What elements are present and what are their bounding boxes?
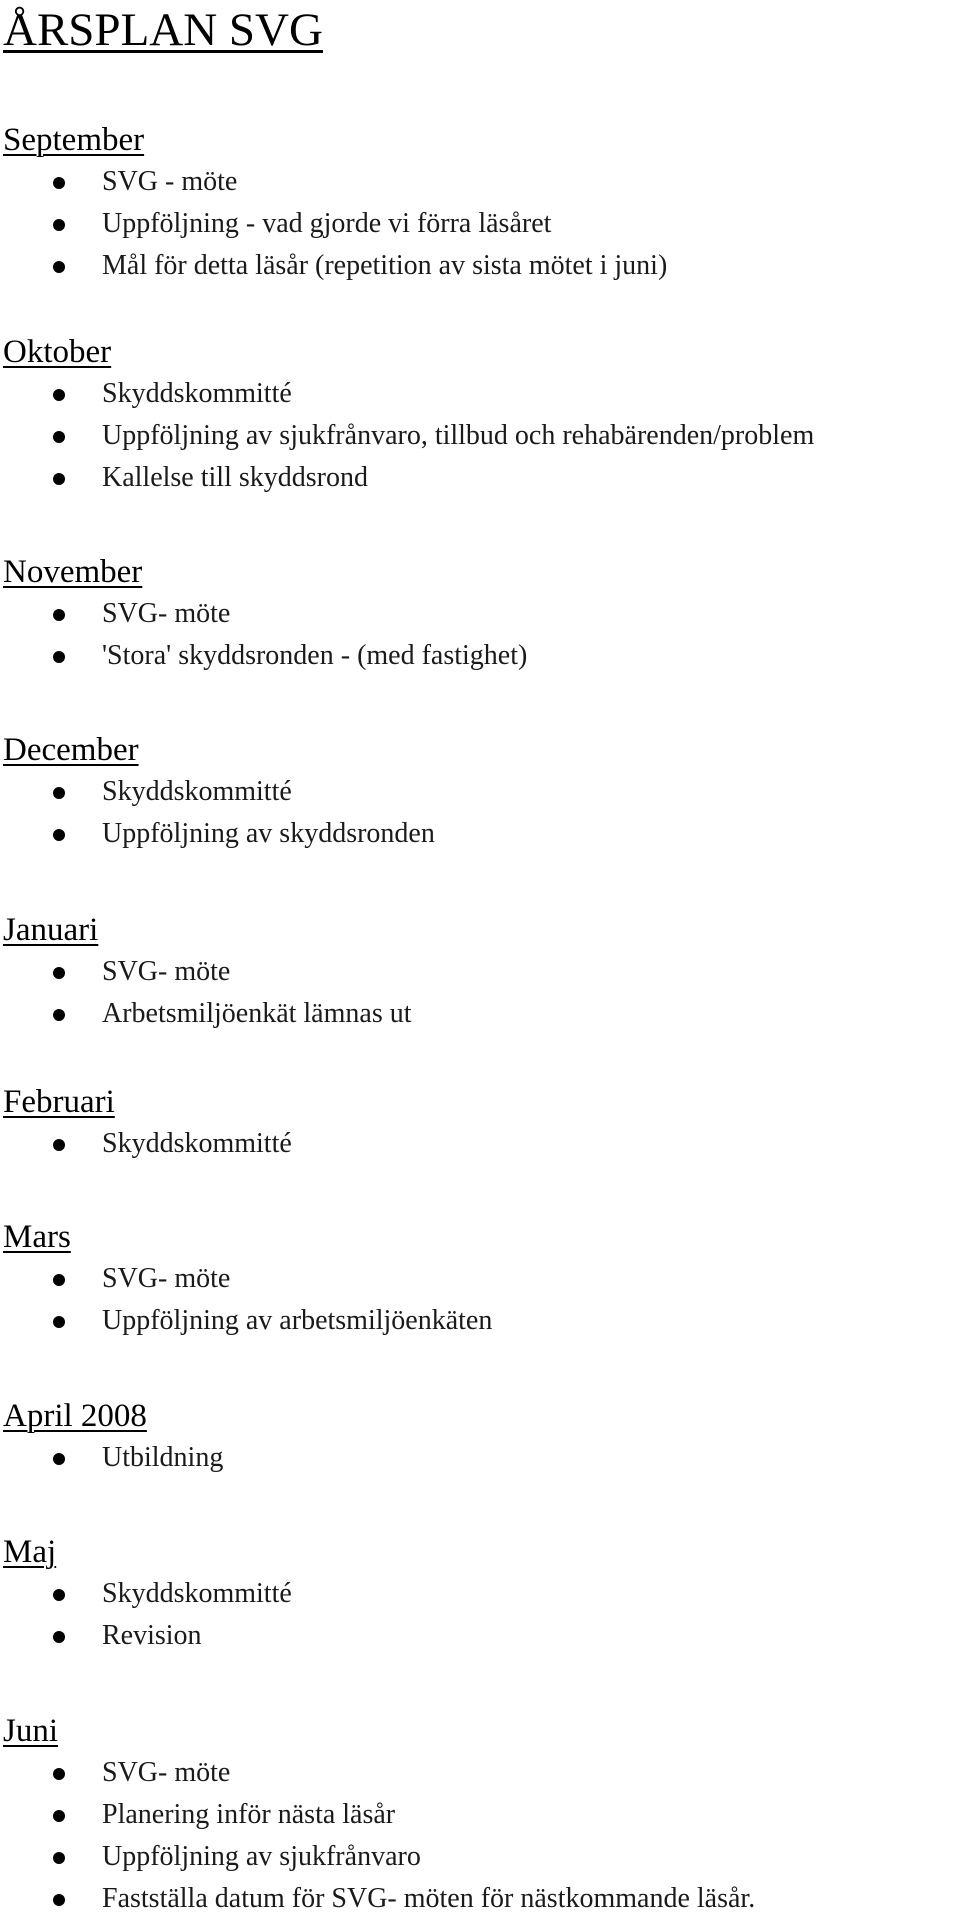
list-item-text: Skyddskommitté: [102, 1578, 292, 1609]
list-item: [0, 1618, 960, 1654]
list-item: [0, 996, 960, 1032]
bullet-icon: [53, 1894, 65, 1906]
list-item-text: SVG- möte: [102, 598, 231, 629]
list-item: [0, 1126, 960, 1162]
month-heading-november: November: [3, 554, 143, 590]
bullet-icon: [53, 1316, 65, 1328]
list-item-text: Uppföljning av sjukfrånvaro: [102, 1841, 421, 1872]
list-item: [0, 774, 960, 810]
bullet-icon: [53, 1009, 65, 1021]
list-item: [0, 1755, 960, 1791]
bullet-icon: [53, 1810, 65, 1822]
bullet-icon: [53, 1589, 65, 1601]
bullet-icon: [53, 1139, 65, 1151]
list-item: [0, 1576, 960, 1612]
list-item-text: Revision: [102, 1620, 202, 1651]
list-item-text: Skyddskommitté: [102, 776, 292, 807]
bullet-icon: [53, 389, 65, 401]
bullet-icon: [53, 473, 65, 485]
list-item: [0, 418, 960, 454]
bullet-icon: [53, 967, 65, 979]
bullet-icon: [53, 1768, 65, 1780]
list-item-text: Uppföljning av sjukfrånvaro, tillbud och rehabärenden/problem: [102, 420, 815, 451]
bullet-icon: [53, 1453, 65, 1465]
month-heading-maj: Maj: [3, 1534, 57, 1570]
list-item-text: Utbildning: [102, 1442, 224, 1473]
bullet-icon: [53, 219, 65, 231]
month-heading-januari: Januari: [3, 912, 99, 948]
list-item-text: Uppföljning - vad gjorde vi förra läsåret: [102, 208, 552, 239]
list-item: [0, 460, 960, 496]
list-item: [0, 638, 960, 674]
month-heading-september: September: [3, 122, 145, 158]
list-item-text: Arbetsmiljöenkät lämnas ut: [102, 998, 412, 1029]
bullet-icon: [53, 1631, 65, 1643]
list-item-text: Skyddskommitté: [102, 378, 292, 409]
list-item-text: Uppföljning av skyddsronden: [102, 818, 435, 849]
list-item: [0, 248, 960, 284]
list-item: [0, 1881, 960, 1917]
list-item: [0, 954, 960, 990]
list-item-text: Skyddskommitté: [102, 1128, 292, 1159]
list-item-text: Planering inför nästa läsår: [102, 1799, 396, 1830]
bullet-icon: [53, 431, 65, 443]
list-item-text: 'Stora' skyddsronden - (med fastighet): [102, 640, 528, 671]
month-heading-oktober: Oktober: [3, 334, 112, 370]
list-item: [0, 164, 960, 200]
list-item: [0, 206, 960, 242]
list-item: [0, 596, 960, 632]
list-item: [0, 1440, 960, 1476]
list-item: [0, 1797, 960, 1833]
list-item-text: SVG- möte: [102, 956, 231, 987]
month-heading-december: December: [3, 732, 139, 768]
list-item-text: Kallelse till skyddsrond: [102, 462, 368, 493]
month-heading-februari: Februari: [3, 1084, 115, 1120]
page-title: ÅRSPLAN SVG: [3, 4, 323, 56]
bullet-icon: [53, 177, 65, 189]
list-item: [0, 376, 960, 412]
list-item: [0, 1261, 960, 1297]
bullet-icon: [53, 609, 65, 621]
bullet-icon: [53, 651, 65, 663]
list-item-text: Uppföljning av arbetsmiljöenkäten: [102, 1305, 493, 1336]
list-item-text: Fastställa datum för SVG- möten för nästkommande läsår.: [102, 1883, 756, 1914]
list-item-text: SVG- möte: [102, 1757, 231, 1788]
bullet-icon: [53, 261, 65, 273]
bullet-icon: [53, 1274, 65, 1286]
bullet-icon: [53, 829, 65, 841]
list-item: [0, 1839, 960, 1875]
bullet-icon: [53, 787, 65, 799]
list-item-text: SVG- möte: [102, 1263, 231, 1294]
list-item-text: Mål för detta läsår (repetition av sista mötet i juni): [102, 250, 668, 281]
bullet-icon: [53, 1852, 65, 1864]
month-heading-mars: Mars: [3, 1219, 71, 1255]
list-item-text: SVG - möte: [102, 166, 238, 197]
list-item: [0, 1303, 960, 1339]
list-item: [0, 816, 960, 852]
month-heading-april-2008: April 2008: [3, 1398, 147, 1434]
month-heading-juni: Juni: [3, 1713, 59, 1749]
